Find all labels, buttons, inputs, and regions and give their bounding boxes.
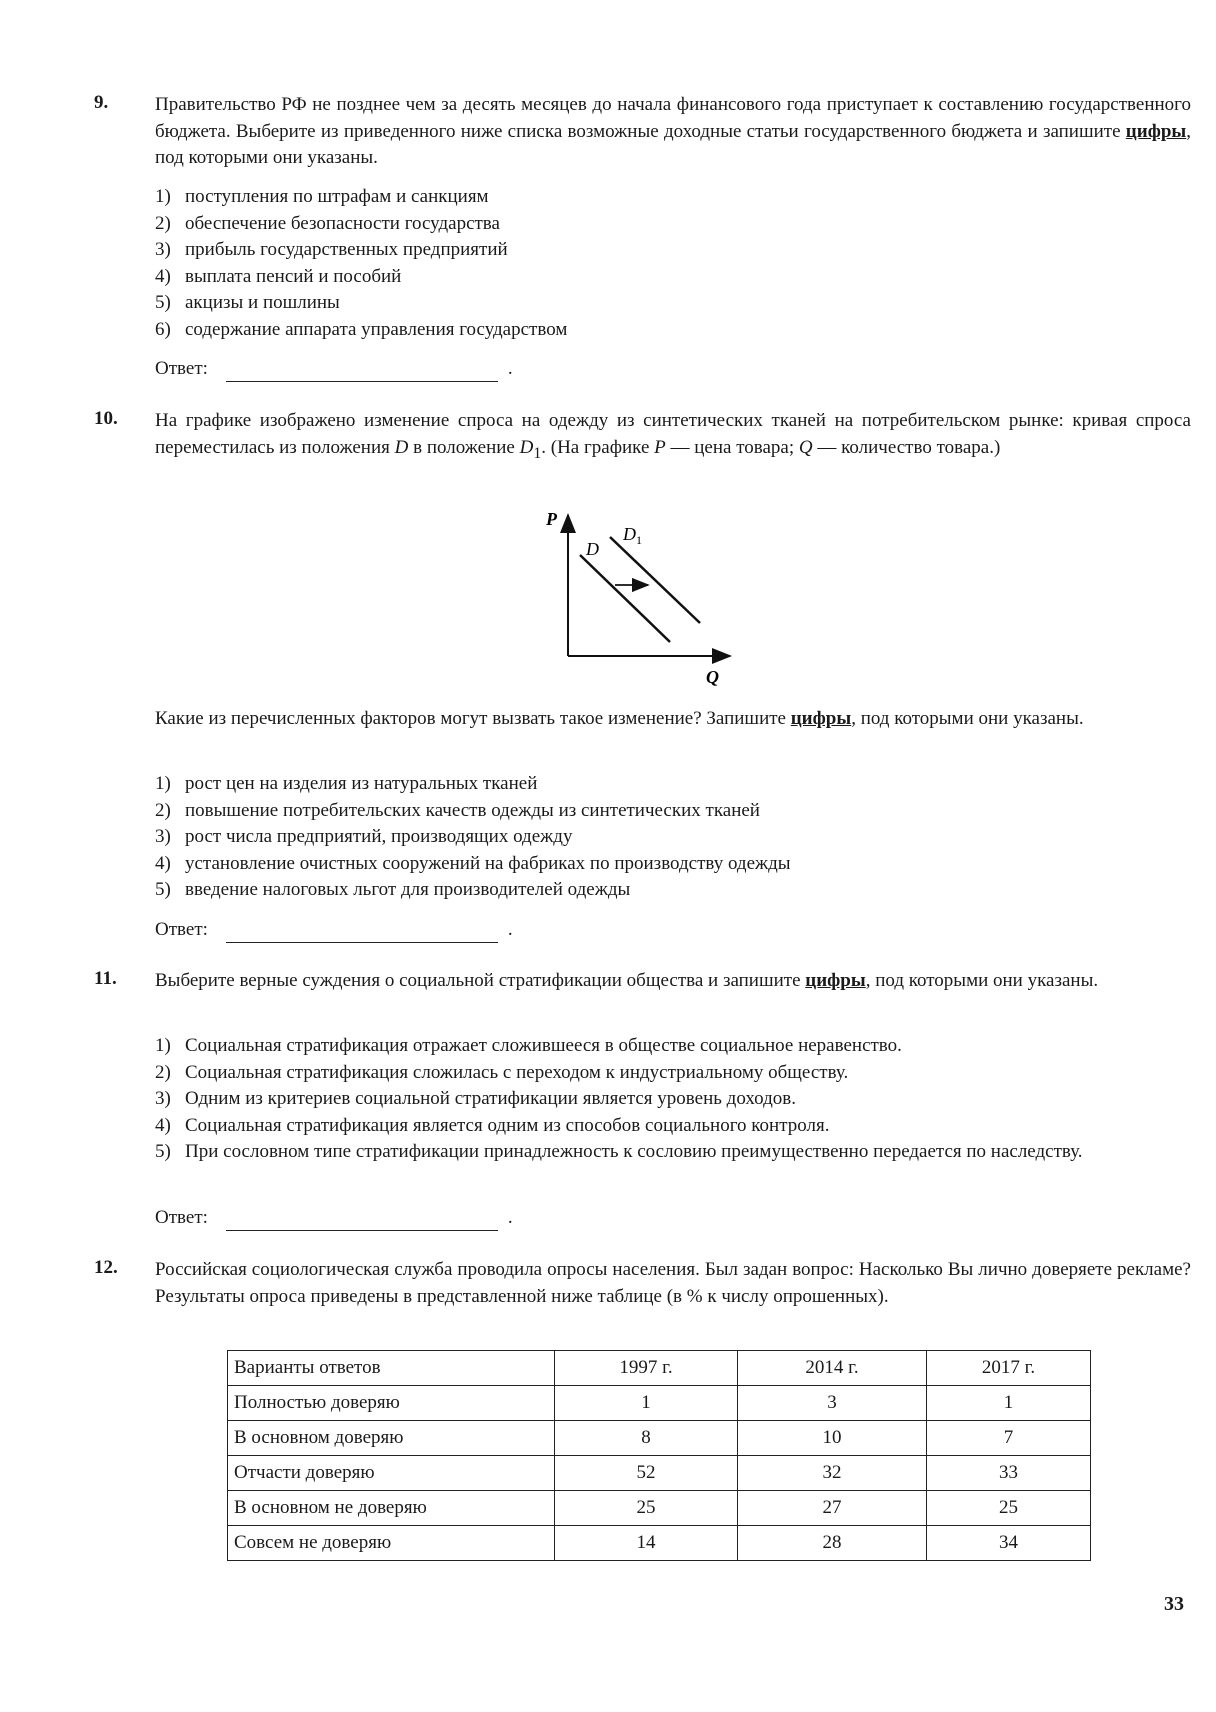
option-text: рост цен на изделия из натуральных тканей (185, 773, 538, 794)
question-10-options (155, 771, 1191, 904)
option-number: 5) (155, 292, 171, 313)
option-text: повышение потребительских качеств одежды из синтетических тканей (185, 799, 760, 821)
text: Правительство РФ не позднее чем за десять месяцев до начала финансового года приступает к составлению государственного бюджета. Выберите из приведенного ниже списка возможные доходные статьи государственного бюджета и запишите (155, 94, 1191, 142)
option-text: установление очистных сооружений на фабриках по производству одежды (185, 852, 791, 874)
curve-label-d: D (586, 539, 599, 559)
text: Какие из перечисленных факторов могут вызвать такое изменение? Запишите (155, 708, 791, 729)
option-number: 5) (155, 879, 171, 900)
axis-label-q: Q (706, 667, 719, 687)
subscript: 1 (533, 444, 542, 462)
cell: В основном доверяю (228, 1421, 555, 1456)
text: , под которыми они указаны. (851, 708, 1084, 729)
cell: 28 (738, 1526, 927, 1561)
option-text: введение налоговых льгот для производителей одежды (185, 879, 631, 900)
option (155, 824, 1191, 851)
text: , под которыми они указаны. (155, 120, 1191, 169)
curve-label-d1-subscript: 1 (636, 533, 642, 547)
option-text: Социальная стратификация является одним из способов социального контроля. (185, 1114, 830, 1136)
header-cell: 1997 г. (555, 1351, 738, 1386)
option (155, 1086, 1191, 1113)
option-number: 2) (155, 1061, 171, 1083)
answer-field[interactable]: Ответ: . (155, 356, 513, 382)
option-text: При сословном типе стратификации принадлежность к сословию преимущественно передается по наследству. (185, 1141, 1083, 1162)
option (155, 851, 1191, 878)
text: . (На графике (541, 436, 655, 458)
option (155, 798, 1191, 825)
option-number: 1) (155, 1035, 171, 1056)
demand-curve-d1 (610, 537, 700, 623)
answer-field[interactable]: Ответ: . (155, 917, 513, 943)
table-row (228, 1421, 1091, 1456)
symbol: D (394, 436, 409, 458)
text: , под которыми они указаны. (865, 970, 1099, 991)
option (155, 1139, 1191, 1166)
survey-table (227, 1350, 1091, 1561)
cell: 8 (555, 1421, 738, 1456)
text: Выберите верные суждения о социальной стратификации общества и запишите (155, 970, 806, 991)
option (155, 877, 1191, 904)
axis-label-p: P (546, 509, 557, 529)
cell: 34 (927, 1526, 1091, 1561)
option-number: 4) (155, 852, 171, 874)
cell: 7 (927, 1421, 1091, 1456)
question-9-text (155, 92, 1191, 172)
option-text: прибыль государственных предприятий (185, 239, 508, 260)
cell: 52 (555, 1456, 738, 1491)
option-number: 3) (155, 1088, 171, 1109)
answer-label: Ответ: (155, 358, 208, 379)
cell: 1 (927, 1386, 1091, 1421)
option-number: 4) (155, 1114, 171, 1136)
table-row (228, 1456, 1091, 1491)
answer-line[interactable] (226, 361, 498, 382)
option-number: 1) (155, 186, 171, 207)
symbol: P (654, 436, 666, 458)
option (155, 184, 1191, 211)
option-text: акцизы и пошлины (185, 292, 340, 313)
question-11-text (155, 968, 1191, 995)
table-row (228, 1491, 1091, 1526)
question-number: 10. (94, 408, 118, 429)
question-number: 11. (94, 968, 117, 989)
curve-label-d1: D (623, 524, 636, 544)
header-cell: 2014 г. (738, 1351, 927, 1386)
cell: 32 (738, 1456, 927, 1491)
option-number: 3) (155, 239, 171, 260)
option-number: 4) (155, 265, 171, 287)
cell: 3 (738, 1386, 927, 1421)
option (155, 1033, 1191, 1060)
option-text: Одним из критериев социальной стратификации является уровень доходов. (185, 1088, 796, 1109)
question-11-options (155, 1033, 1191, 1166)
table-row (228, 1526, 1091, 1561)
option (155, 237, 1191, 264)
option-text: Социальная стратификация отражает сложившееся в обществе социальное неравенство. (185, 1035, 902, 1056)
answer-label: Ответ: (155, 919, 208, 940)
cell: 27 (738, 1491, 927, 1526)
option-text: рост числа предприятий, производящих одежду (185, 826, 573, 847)
text: в положение (408, 436, 520, 458)
header-cell: Варианты ответов (228, 1351, 555, 1386)
cell: Отчасти доверяю (228, 1456, 555, 1491)
emphasis: цифры (790, 708, 852, 729)
option-number: 6) (155, 318, 171, 340)
question-10-prompt (155, 706, 1191, 733)
text: На графике изображено изменение спроса на одежду из синтетических тканей на потребительском рынке: кривая спроса переместилась из положения (155, 410, 1191, 458)
cell: 25 (927, 1491, 1091, 1526)
option (155, 211, 1191, 238)
cell: 14 (555, 1526, 738, 1561)
cell: 25 (555, 1491, 738, 1526)
demand-curve-d (580, 555, 670, 642)
option (155, 1060, 1191, 1087)
cell: В основном не доверяю (228, 1491, 555, 1526)
option (155, 317, 1191, 344)
option-number: 2) (155, 212, 171, 234)
symbol: D (519, 436, 534, 458)
page-number: 33 (1164, 1593, 1184, 1615)
cell: 33 (927, 1456, 1091, 1491)
option-text: обеспечение безопасности государства (185, 212, 500, 234)
option-number: 3) (155, 826, 171, 847)
text: — количество товара.) (812, 436, 1001, 458)
option-number: 1) (155, 773, 171, 794)
cell: Полностью доверяю (228, 1386, 555, 1421)
question-9-options (155, 184, 1191, 343)
option-text: выплата пенсий и пособий (185, 265, 402, 287)
answer-line[interactable] (226, 1210, 498, 1231)
question-10-text (155, 408, 1191, 467)
table-row (228, 1386, 1091, 1421)
cell: 1 (555, 1386, 738, 1421)
option (155, 1113, 1191, 1140)
question-number: 12. (94, 1257, 118, 1278)
emphasis: цифры (1125, 120, 1187, 142)
answer-line[interactable] (226, 922, 498, 943)
emphasis: цифры (805, 970, 866, 991)
option-number: 5) (155, 1141, 171, 1162)
option-text: Социальная стратификация сложилась с переходом к индустриальному обществу. (185, 1061, 849, 1083)
demand-shift-graph (530, 505, 750, 690)
cell: 10 (738, 1421, 927, 1456)
option-number: 2) (155, 799, 171, 821)
table-header-row (228, 1351, 1091, 1386)
option (155, 264, 1191, 291)
option (155, 290, 1191, 317)
question-number: 9. (94, 92, 109, 113)
option-text: поступления по штрафам и санкциям (185, 186, 489, 207)
cell: Совсем не доверяю (228, 1526, 555, 1561)
option-text: содержание аппарата управления государством (185, 318, 568, 340)
symbol: Q (798, 436, 813, 458)
header-cell: 2017 г. (927, 1351, 1091, 1386)
answer-label: Ответ: (155, 1207, 208, 1228)
option (155, 771, 1191, 798)
question-12-text: Российская социологическая служба проводила опросы населения. Был задан вопрос: Насколько Вы лично доверяете рекламе? Результаты опроса приведены в представленной ниже таблице (в % к числу опрошенных). (155, 1259, 1191, 1307)
answer-field[interactable]: Ответ: . (155, 1205, 513, 1231)
text: — цена товара; (665, 436, 799, 458)
